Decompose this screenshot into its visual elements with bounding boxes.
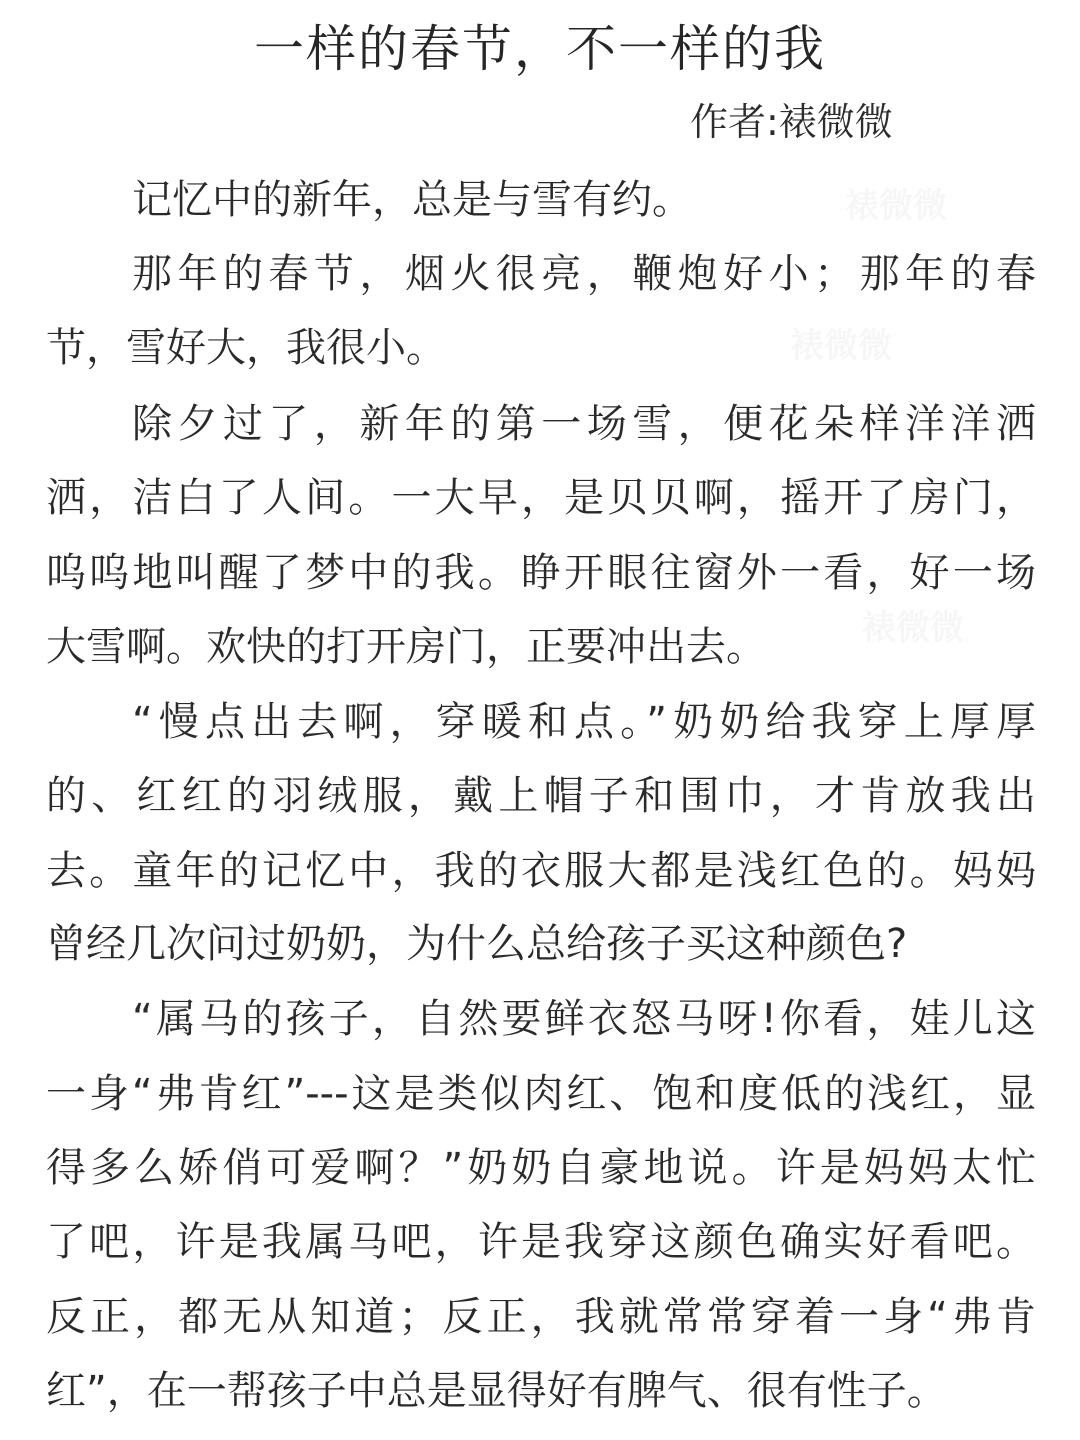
paragraph-line: 红”，在一帮孩子中总是显得好有脾气、很有性子。 (46, 1368, 947, 1414)
paragraph-line: 那年的春节，烟火很亮，鞭炮好小；那年的春 (132, 251, 1036, 297)
document-author: 作者:裱微微 (690, 100, 893, 144)
paragraph-line: 得多么娇俏可爱啊？”奶奶自豪地说。许是妈妈太忙 (46, 1145, 1036, 1191)
paragraph-line: 除夕过了，新年的第一场雪，便花朵样洋洋洒 (132, 401, 1036, 447)
paragraph-line: 去。童年的记忆中，我的衣服大都是浅红色的。妈妈 (46, 848, 1036, 894)
paragraph-line: “属马的孩子，自然要鲜衣怒马呀!你看，娃儿这 (132, 996, 1036, 1042)
paragraph-line: 反正，都无从知道；反正，我就常常穿着一身“弗肯 (46, 1294, 1036, 1340)
document-title: 一样的春节，不一样的我 (254, 20, 826, 78)
paragraph-line: 记忆中的新年，总是与雪有约。 (132, 177, 692, 223)
paragraph-line: 曾经几次问过奶奶，为什么总给孩子买这种颜色? (46, 921, 908, 967)
paragraph-line: 洒，洁白了人间。一大早，是贝贝啊，摇开了房门， (46, 475, 1036, 521)
paragraph-line: 的、红红的羽绒服，戴上帽子和围巾，才肯放我出 (46, 773, 1036, 819)
paragraph-line: 呜呜地叫醒了梦中的我。睁开眼往窗外一看，好一场 (46, 550, 1036, 596)
paragraph-line: “慢点出去啊，穿暖和点。”奶奶给我穿上厚厚 (132, 699, 1036, 745)
paragraph-line: 一身“弗肯红”---这是类似肉红、饱和度低的浅红，显 (46, 1071, 1036, 1117)
paragraph-line: 了吧，许是我属马吧，许是我穿这颜色确实好看吧。 (46, 1219, 1036, 1265)
paragraph-line: 节，雪好大，我很小。 (46, 325, 446, 371)
paragraph-line: 大雪啊。欢快的打开房门，正要冲出去。 (46, 624, 766, 670)
